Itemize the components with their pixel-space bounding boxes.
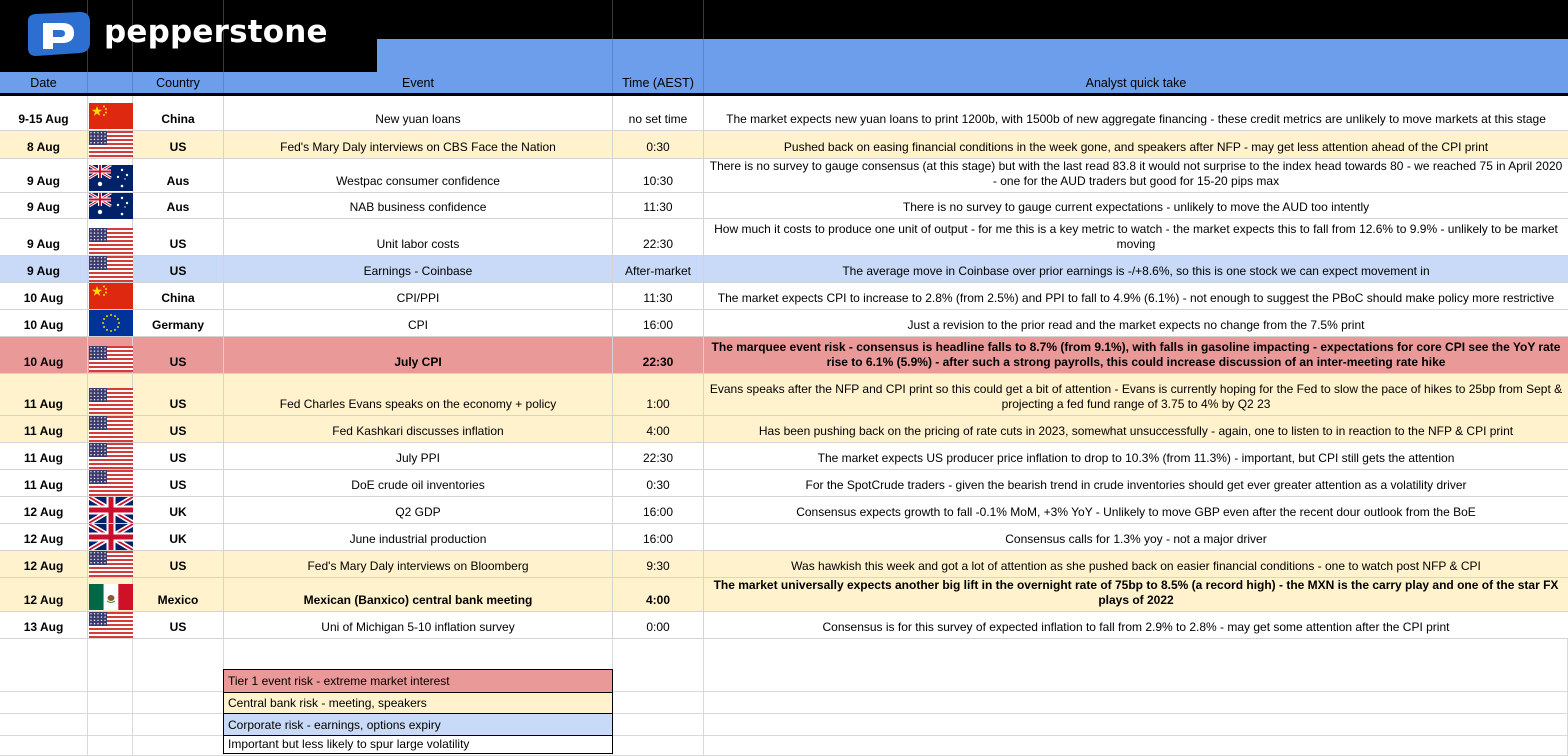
country-cell[interactable] [133,443,224,469]
analyst-take-cell-text: Has been pushing back on the pricing of rate cuts in 2023, somewhat unsuccessfully - again, one to listen to in reaction to the NFP & CPI print [758,424,1514,438]
analyst-take-cell-text: Consensus calls for 1.3% yoy - not a major driver [1005,532,1267,546]
date-cell[interactable] [0,551,88,577]
analyst-take-cell-text: The market expects US producer price inflation to drop to 10.3% (from 11.3%) - important, but CPI still gets the attention [817,451,1455,465]
time-cell[interactable] [613,524,704,550]
flag-cell[interactable] [88,497,133,523]
analyst-take-cell-text: The market expects CPI to increase to 2.8% (from 2.5%) and PPI to fall to 4.9% (6.1%) - not enough to suggest the PBoC should make policy more restrictive [717,291,1555,305]
analyst-take-cell-text: The market expects new yuan loans to print 1200b, with 1500b of new aggregate financing - these credit metrics are unlikely to move markets at this stage [726,112,1546,126]
flag-cell[interactable] [88,219,133,255]
empty-cell[interactable] [613,736,704,755]
analyst-take-cell[interactable] [704,443,1568,469]
brand-banner [0,0,1568,72]
analyst-take-cell-text: Consensus expects growth to fall -0.1% MoM, +3% YoY - Unlikely to move GBP even after the recent dour outlook from the BoE [796,505,1476,519]
pepperstone-logo-icon [22,11,92,57]
country-cell[interactable] [133,310,224,336]
country-cell-text: Aus [166,174,190,188]
time-cell-text: 0:30 [646,478,670,492]
table-row [0,159,1568,193]
event-cell-text: Fed's Mary Daly interviews on CBS Face the Nation [280,140,556,154]
event-cell[interactable] [224,310,613,336]
event-cell-text: Uni of Michigan 5-10 inflation survey [321,620,515,634]
empty-cell[interactable] [704,714,1568,735]
time-cell-text: After-market [624,264,691,278]
time-cell-text: 22:30 [642,451,674,465]
event-cell-text: NAB business confidence [349,200,487,214]
event-cell[interactable] [224,96,613,130]
analyst-take-cell[interactable] [704,337,1568,373]
analyst-take-cell-text: There is no survey to gauge consensus (at this stage) but with the last read 83.8 it would not surprise to the index head towards 80 - we reached 75 in April 2020 - one for the AUD traders but good for 15-20 pips max [709,159,1563,188]
country-cell[interactable] [133,470,224,496]
date-cell[interactable] [0,310,88,336]
table-row [0,497,1568,524]
china-flag-icon [89,283,133,309]
date-cell-text: 10 Aug [23,318,64,332]
table-row [0,337,1568,374]
empty-cell[interactable] [133,639,224,691]
empty-cell[interactable] [0,639,88,691]
time-cell-text: 0:00 [646,620,670,634]
australia-flag-icon [89,165,133,191]
flag-cell[interactable] [88,256,133,282]
empty-cell[interactable] [133,692,224,713]
table-header [0,72,1568,96]
column-header-flag[interactable] [88,72,133,93]
table-row [0,578,1568,612]
event-cell[interactable] [224,131,613,158]
date-cell-text: 10 Aug [23,355,64,369]
time-cell[interactable] [613,374,704,415]
empty-cell[interactable] [613,692,704,713]
event-cell-text: Mexican (Banxico) central bank meeting [303,593,533,607]
country-cell[interactable] [133,374,224,415]
flag-cell[interactable] [88,310,133,336]
analyst-take-cell[interactable] [704,470,1568,496]
event-cell-text: Fed's Mary Daly interviews on Bloomberg [307,559,529,573]
column-header-time[interactable]: Time (AEST) [613,72,704,93]
country-cell[interactable] [133,131,224,158]
flag-cell[interactable] [88,131,133,158]
us-flag-icon [89,416,133,442]
time-cell[interactable] [613,497,704,523]
flag-cell[interactable] [88,443,133,469]
column-header-event[interactable]: Event [224,72,613,93]
country-cell[interactable] [133,578,224,611]
table-row [0,256,1568,283]
table-row [0,193,1568,219]
time-cell[interactable] [613,612,704,638]
analyst-take-cell[interactable] [704,283,1568,309]
time-cell-text: no set time [628,112,688,126]
legend-item-tier1: Tier 1 event risk - extreme market interest [224,670,612,693]
table-row [0,283,1568,310]
date-cell[interactable] [0,193,88,218]
flag-cell[interactable] [88,524,133,550]
country-cell-text: China [161,291,195,305]
event-cell[interactable] [224,256,613,282]
event-cell[interactable] [224,497,613,523]
country-cell[interactable] [133,256,224,282]
analyst-take-cell[interactable] [704,310,1568,336]
event-cell[interactable] [224,578,613,611]
event-cell-text: New yuan loans [375,112,461,126]
event-cell-text: Fed Kashkari discusses inflation [332,424,504,438]
uk-flag-icon [89,497,133,523]
empty-cell[interactable] [133,714,224,735]
analyst-take-cell-text: The average move in Coinbase over prior earnings is -/+8.6%, so this is one stock we can expect movement in [842,264,1430,278]
country-cell-text: US [169,355,187,369]
australia-flag-icon [89,193,133,219]
flag-cell[interactable] [88,374,133,415]
analyst-take-cell[interactable] [704,612,1568,638]
table-row [0,551,1568,578]
time-cell[interactable] [613,256,704,282]
empty-cell[interactable] [704,639,1568,691]
time-cell[interactable] [613,96,704,130]
time-cell-text: 22:30 [642,237,674,251]
event-cell-text: July CPI [394,355,442,369]
date-cell[interactable] [0,416,88,442]
time-cell[interactable] [613,551,704,577]
table-row [0,96,1568,131]
legend [223,669,613,754]
date-cell[interactable] [0,283,88,309]
date-cell[interactable] [0,131,88,158]
empty-cell[interactable] [613,714,704,735]
time-cell-text: 0:30 [646,140,670,154]
time-cell[interactable] [613,470,704,496]
date-cell[interactable] [0,256,88,282]
time-cell-text: 22:30 [642,355,674,369]
date-cell-text: 9 Aug [27,174,60,188]
pepperstone-logo [22,11,328,57]
country-cell[interactable] [133,497,224,523]
country-cell[interactable] [133,283,224,309]
empty-cell[interactable] [88,692,133,713]
analyst-take-cell-text: There is no survey to gauge current expectations - unlikely to move the AUD too intently [902,200,1370,214]
event-cell[interactable] [224,337,613,373]
date-cell[interactable] [0,443,88,469]
column-header-country[interactable]: Country [133,72,224,93]
mexico-flag-icon [89,584,133,610]
date-cell-text: 9-15 Aug [18,112,69,126]
analyst-take-cell[interactable] [704,497,1568,523]
country-cell-text: US [169,620,187,634]
date-cell[interactable] [0,374,88,415]
analyst-take-cell[interactable] [704,219,1568,255]
analyst-take-cell[interactable] [704,524,1568,550]
table-row [0,374,1568,416]
us-flag-icon [89,131,133,157]
table-row [0,310,1568,337]
event-cell[interactable] [224,159,613,192]
event-cell[interactable] [224,219,613,255]
country-cell[interactable] [133,159,224,192]
event-cell-text: CPI/PPI [396,291,440,305]
country-cell[interactable] [133,416,224,442]
legend-item-corporate: Corporate risk - earnings, options expiry [224,714,612,736]
event-cell-text: DoE crude oil inventories [351,478,485,492]
flag-cell[interactable] [88,159,133,192]
empty-cell[interactable] [88,736,133,755]
country-cell-text: Aus [166,200,190,214]
analyst-take-cell-text: The market universally expects another big lift in the overnight rate of 75bp to 8.5% (a record high) - the MXN is the carry play and one of the star FX plays of 2022 [713,578,1559,607]
country-cell-text: US [169,451,187,465]
event-cell[interactable] [224,612,613,638]
analyst-take-cell[interactable] [704,193,1568,218]
country-cell[interactable] [133,551,224,577]
eu-flag-icon [89,310,133,336]
analyst-take-cell-text: Pushed back on easing financial conditions in the week gone, and speakers after NFP - may get less attention ahead of the CPI print [783,140,1489,154]
country-cell-text: Germany [151,318,205,332]
analyst-take-cell-text: Evans speaks after the NFP and CPI print so this could get a bit of attention - Evans is currently hoping for the Fed to slow the pace of hikes to 25bp from Sept & projecting a fed fund range of 3.75 to 4% by Q2 23 [709,382,1563,411]
analyst-take-cell[interactable] [704,374,1568,415]
flag-cell[interactable] [88,470,133,496]
us-flag-icon [89,443,133,469]
time-cell[interactable] [613,131,704,158]
date-cell[interactable] [0,612,88,638]
event-cell-text: June industrial production [349,532,487,546]
analyst-take-cell[interactable] [704,131,1568,158]
event-cell-text: Unit labor costs [376,237,460,251]
flag-cell[interactable] [88,193,133,218]
country-cell-text: US [169,478,187,492]
date-cell-text: 12 Aug [23,532,64,546]
country-cell-text: US [169,264,187,278]
event-cell[interactable] [224,524,613,550]
date-cell-text: 12 Aug [23,593,64,607]
table-row [0,612,1568,639]
empty-cell[interactable] [88,639,133,691]
us-flag-icon [89,612,133,638]
table-row [0,470,1568,497]
event-cell-text: July PPI [395,451,440,465]
time-cell-text: 11:30 [643,291,673,305]
country-cell[interactable] [133,219,224,255]
date-cell-text: 9 Aug [27,200,60,214]
time-cell[interactable] [613,159,704,192]
event-cell[interactable] [224,193,613,218]
event-cell[interactable] [224,470,613,496]
time-cell[interactable] [613,578,704,611]
country-cell-text: UK [169,505,187,519]
time-cell-text: 16:00 [642,318,674,332]
time-cell[interactable] [613,416,704,442]
analyst-take-cell[interactable] [704,159,1568,192]
date-cell-text: 10 Aug [23,291,64,305]
table-row [0,131,1568,159]
date-cell-text: 11 Aug [24,424,63,438]
event-cell[interactable] [224,283,613,309]
date-cell-text: 8 Aug [27,140,60,154]
brand-name: pepperstone [104,14,328,50]
time-cell-text: 9:30 [646,559,670,573]
analyst-take-cell[interactable] [704,551,1568,577]
empty-cell[interactable] [0,692,88,713]
time-cell-text: 4:00 [646,424,670,438]
empty-cell[interactable] [704,736,1568,755]
event-cell-text: Westpac consumer confidence [336,174,500,188]
date-cell-text: 9 Aug [27,264,60,278]
date-cell[interactable] [0,497,88,523]
time-cell[interactable] [613,443,704,469]
flag-cell[interactable] [88,578,133,611]
date-cell[interactable] [0,470,88,496]
date-cell[interactable] [0,337,88,373]
date-cell[interactable] [0,219,88,255]
time-cell[interactable] [613,219,704,255]
flag-cell[interactable] [88,551,133,577]
time-cell[interactable] [613,337,704,373]
date-cell[interactable] [0,159,88,192]
event-cell-text: Fed Charles Evans speaks on the economy + policy [279,397,557,411]
event-cell[interactable] [224,551,613,577]
country-cell-text: Mexico [157,593,199,607]
us-flag-icon [89,346,133,372]
country-cell-text: US [169,397,187,411]
date-cell[interactable] [0,96,88,130]
country-cell-text: US [169,559,187,573]
analyst-take-cell-text: For the SpotCrude traders - given the bearish trend in crude inventories should get ever greater attention as a volatility driver [805,478,1467,492]
date-cell[interactable] [0,578,88,611]
date-cell-text: 12 Aug [23,559,64,573]
empty-cell[interactable] [704,692,1568,713]
country-cell-text: US [169,237,187,251]
country-cell[interactable] [133,96,224,130]
event-cell[interactable] [224,374,613,415]
us-flag-icon [89,228,133,254]
event-cell-text: Earnings - Coinbase [363,264,473,278]
column-header-analyst-take[interactable]: Analyst quick take [1085,76,1187,90]
date-cell[interactable] [0,524,88,550]
empty-cell[interactable] [0,736,88,755]
empty-cell[interactable] [0,714,88,735]
flag-cell[interactable] [88,96,133,130]
date-cell-text: 9 Aug [27,237,60,251]
empty-cell[interactable] [613,639,704,691]
time-cell-text: 10:30 [642,174,674,188]
analyst-take-cell[interactable] [704,96,1568,130]
date-cell-text: 12 Aug [23,505,64,519]
flag-cell[interactable] [88,283,133,309]
table-row [0,443,1568,470]
date-cell-text: 11 Aug [24,451,63,465]
analyst-take-cell-text: The marquee event risk - consensus is headline falls to 8.7% (from 9.1%), with falls in gasoline impacting - expectations for core CPI see the YoY rate rise to 6.1% (5.9%) - after such a strong payrolls, this could increase discussion of an inter-meeting rate hike [711,340,1561,369]
legend-item-central-bank: Central bank risk - meeting, speakers [224,693,612,714]
us-flag-icon [89,551,133,577]
time-cell-text: 16:00 [642,505,674,519]
country-cell[interactable] [133,524,224,550]
event-cell[interactable] [224,416,613,442]
country-cell-text: US [169,140,187,154]
event-cell[interactable] [224,443,613,469]
country-cell[interactable] [133,193,224,218]
country-cell[interactable] [133,612,224,638]
analyst-take-cell-text: How much it costs to produce one unit of output - for me this is a key metric to watch - the market expects this to fall from 12.6% to 9.9% - unlikely to be market moving [714,222,1558,251]
time-cell-text: 11:30 [643,200,673,214]
time-cell-text: 4:00 [645,593,671,607]
event-cell-text: CPI [407,318,428,332]
time-cell[interactable] [613,283,704,309]
event-cell-text: Q2 GDP [395,505,441,519]
table-row [0,219,1568,256]
time-cell[interactable] [613,193,704,218]
time-cell-text: 1:00 [646,397,670,411]
analyst-take-cell[interactable] [704,578,1568,611]
flag-cell[interactable] [88,612,133,638]
china-flag-icon [89,103,133,129]
table-row [0,524,1568,551]
time-cell[interactable] [613,310,704,336]
empty-cell[interactable] [133,736,224,755]
analyst-take-cell[interactable] [704,256,1568,282]
table-row [0,416,1568,443]
analyst-take-cell-text: Just a revision to the prior read and the market expects no change from the 7.5% print [907,318,1365,332]
flag-cell[interactable] [88,337,133,373]
date-cell-text: 11 Aug [24,397,63,411]
date-cell-text: 11 Aug [24,478,63,492]
empty-cell[interactable] [88,714,133,735]
analyst-take-cell[interactable] [704,416,1568,442]
flag-cell[interactable] [88,416,133,442]
us-flag-icon [89,256,133,282]
us-flag-icon [89,388,133,414]
us-flag-icon [89,470,133,496]
time-cell-text: 16:00 [642,532,674,546]
country-cell-text: US [169,424,187,438]
legend-item-important: Important but less likely to spur large volatility [224,736,612,753]
analyst-take-cell-text: Consensus is for this survey of expected inflation to fall from 2.9% to 2.8% - may get some attention after the CPI print [822,620,1450,634]
date-cell-text: 13 Aug [23,620,64,634]
column-header-date[interactable]: Date [0,72,88,93]
country-cell[interactable] [133,337,224,373]
country-cell-text: UK [169,532,187,546]
analyst-take-cell-text: Was hawkish this week and got a lot of attention as she pushed back on easier financial conditions - one to watch post NFP & CPI [791,559,1481,573]
uk-flag-icon [89,524,133,550]
country-cell-text: China [161,112,195,126]
